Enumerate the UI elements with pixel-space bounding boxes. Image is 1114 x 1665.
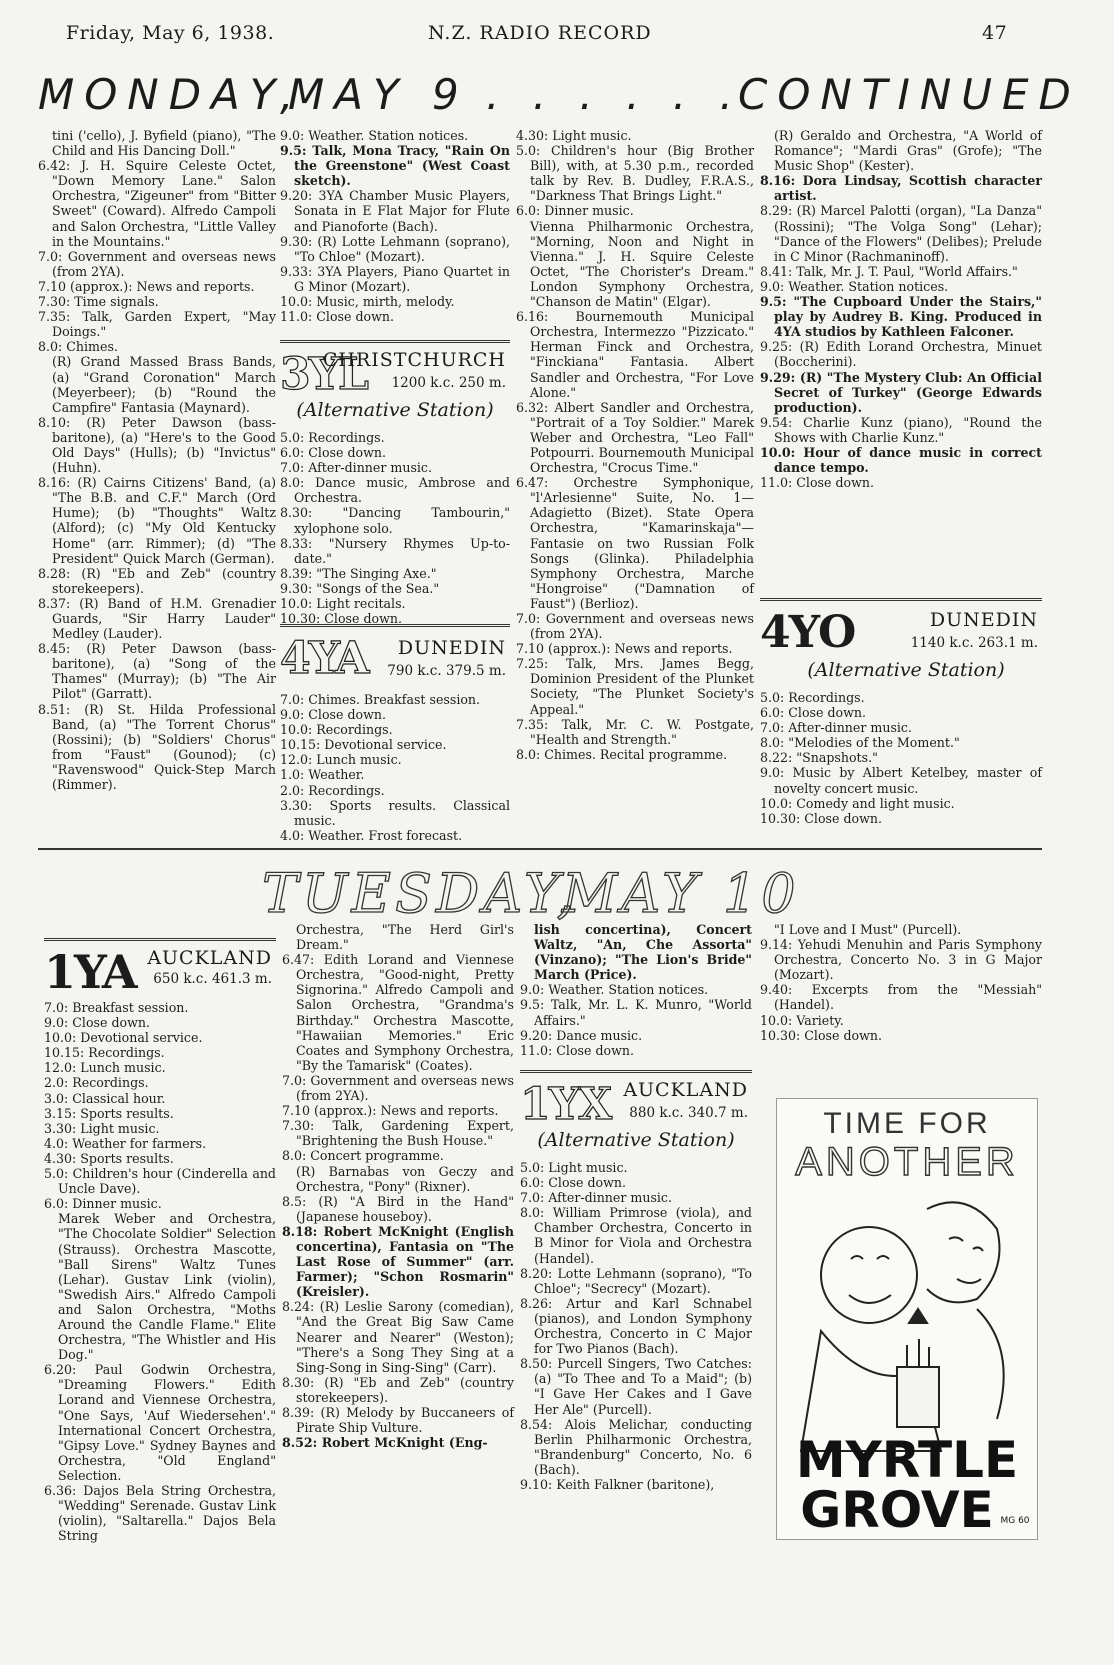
program-entry: 11.0: Close down. — [760, 475, 874, 491]
station-3yl — [280, 340, 510, 429]
program-entry: 7.0: Government and overseas news (from 2YA). — [38, 248, 276, 279]
program-entry: 6.16: Bournemouth Municipal Orchestra, Intermezzo "Pizzicato." Herman Finck and Orchestra, "Finckiana" Fantasia. Albert Sandler and Orchestra, "For Love Alone." — [516, 309, 754, 400]
program-entry: 10.0: Variety. — [760, 1012, 844, 1028]
station-4ya — [280, 624, 510, 691]
program-entry: Marek Weber and Orchestra, "The Chocolate Soldier" Selection (Strauss). Orchestra Mascotte, "Ball Sirens" Waltz Tunes (Lehar). Gustav Link (violin), "Swedish Airs." Alfredo Campoli and Salon Orchestra, "Moths Around the Candle Flame." Elite Orchestra, "The Whistler and His Dog." — [58, 1211, 276, 1363]
program-entry: Vienna Philharmonic Orchestra, "Morning, Noon and Night in Vienna." J. H. Squire Celeste Octet, "The Chorister's Dream." London Symphony Orchestra, "Chanson de Matin" (Elgar). — [530, 218, 754, 310]
program-entry: 3.30: Sports results. Classical music. — [280, 797, 510, 828]
program-entry: 4.30: Light music. — [516, 128, 632, 143]
page-number: 47 — [982, 22, 1008, 44]
program-entry: 4.0: Weather. Frost forecast. — [280, 827, 463, 843]
station-call-sign: 1YA — [44, 945, 136, 999]
program-entry: 10.30: Close down. — [280, 611, 403, 627]
banner-date: MAY 9 — [288, 70, 469, 119]
program-entry: 7.0: Chimes. Breakfast session. — [280, 692, 481, 707]
program-entry: 6.32: Albert Sandler and Orchestra, "Portrait of a Toy Soldier." Marek Weber and Orchestra, "Leo Fall" Potpourri. Bournemouth Municipal Orchestra, "Crocus Time." — [516, 399, 754, 476]
program-entry: 9.20: 3YA Chamber Music Players, Sonata in E Flat Major for Flute and Pianoforte (Bach). — [280, 188, 510, 234]
program-entry: 5.0: Light music. — [520, 1160, 628, 1175]
program-entry: 8.0: Chimes. — [38, 339, 118, 355]
program-entry: 1.0: Weather. — [280, 767, 365, 783]
program-entry: 10.30: Close down. — [760, 810, 883, 826]
station-alternative-label: (Alternative Station) — [807, 659, 1005, 681]
program-entry: 7.10 (approx.): News and reports. — [282, 1103, 499, 1119]
tuesday-column-1 — [44, 1000, 276, 1630]
program-entry: 2.0: Recordings. — [280, 782, 385, 798]
program-entry: 9.14: Yehudi Menuhin and Paris Symphony Orchestra, Concerto No. 3 in G Major (Mozart). — [760, 937, 1042, 983]
program-entry: 8.16: (R) Cairns Citizens' Band, (a) "The B.B. and C.F." March (Ord Hume); (b) "Thoughts" Waltz (Alford); (c) "My Old Kentucky Home" (arr. Rimmer); (d) "The President" Quick March (German). — [38, 475, 276, 566]
program-entry: 7.35: Talk, Garden Expert, "May Doings." — [38, 309, 276, 340]
program-entry: 8.29: (R) Marcel Palotti (organ), "La Danza" (Rossini); "The Volga Song" (Lehar); "Dance of the Flowers" (Delibes); Prelude in C Minor (Rachmaninoff). — [760, 203, 1042, 264]
program-entry: (R) Grand Massed Brass Bands, (a) "Grand Coronation" March (Meyerbeer); (b) "Round the Campfire" Fantasia (Maynard). — [52, 354, 276, 415]
station-city: CHRISTCHURCH — [322, 349, 506, 371]
program-entry: 10.0: Recordings. — [280, 722, 393, 738]
program-entry: 5.0: Recordings. — [760, 690, 865, 705]
monday-column-2-mid — [280, 430, 510, 627]
program-entry: 8.0: Dance music, Ambrose and Orchestra. — [280, 475, 510, 506]
tuesday-date: MAY 10 — [562, 862, 800, 925]
program-entry: 8.30: "Dancing Tambourin," xylophone solo. — [280, 505, 510, 536]
advert-artwork — [777, 1099, 1037, 1539]
monday-column-4-bottom — [760, 690, 1042, 838]
program-entry: 8.0: Concert programme. — [282, 1148, 444, 1164]
program-entry: 10.15: Devotional service. — [280, 737, 447, 753]
program-entry: 8.16: Dora Lindsay, Scottish character artist. — [760, 173, 1042, 204]
advert-tagline-1: TIME FOR — [823, 1107, 991, 1140]
program-entry: 9.5: "The Cupboard Under the Stairs," play by Audrey B. King. Produced in 4YA studios by Kathleen Falconer. — [760, 294, 1042, 340]
program-entry: 4.30: Sports results. — [44, 1150, 174, 1166]
banner-day: MONDAY, — [38, 70, 304, 119]
station-1yx — [520, 1070, 752, 1159]
program-entry: 8.41: Talk, Mr. J. T. Paul, "World Affairs." — [760, 263, 1018, 279]
tuesday-column-3-bottom — [520, 1160, 752, 1630]
program-entry: 8.5: (R) "A Bird in the Hand" (Japanese houseboy). — [282, 1193, 514, 1224]
program-entry: 9.29: (R) "The Mystery Club: An Official Secret of Turkey" (George Edwards production). — [760, 369, 1042, 415]
station-frequency: 650 k.c. 461.3 m. — [153, 971, 272, 987]
program-entry: 9.25: (R) Edith Lorand Orchestra, Minuet (Boccherini). — [760, 339, 1042, 370]
program-entry: 6.0: Close down. — [760, 705, 866, 721]
tuesday-column-4 — [760, 922, 1042, 1090]
program-entry: 8.37: (R) Band of H.M. Grenadier Guards, "Sir Harry Lauder" Medley (Lauder). — [38, 595, 276, 642]
program-entry: 12.0: Lunch music. — [44, 1060, 166, 1076]
program-entry: 7.0: After-dinner music. — [520, 1190, 672, 1206]
program-entry: 6.0: Close down. — [520, 1175, 626, 1191]
program-entry: 8.0: William Primrose (viola), and Chamber Orchestra, Concerto in B Minor for Viola and Orchestra (Handel). — [520, 1205, 752, 1266]
program-entry: 10.30: Close down. — [760, 1027, 883, 1043]
station-city: AUCKLAND — [147, 947, 272, 969]
program-entry: 8.39: "The Singing Axe." — [280, 565, 437, 581]
program-entry: 7.35: Talk, Mr. C. W. Postgate, "Health and Strength." — [516, 716, 754, 747]
advert-brand-line-1: MYRTLE — [795, 1431, 1019, 1489]
station-1ya — [44, 938, 276, 997]
myrtle-grove-advert — [776, 1098, 1038, 1540]
program-entry: 9.0: Weather. Station notices. — [280, 128, 469, 143]
program-entry: 7.30: Talk, Gardening Expert, "Brightening the Bush House." — [282, 1118, 514, 1149]
program-entry: 8.10: (R) Peter Dawson (bass-baritone), (a) "Here's to the Good Old Days" (Hulls); (b) "Invictus" (Huhn). — [38, 414, 276, 476]
station-alternative-label: (Alternative Station) — [296, 399, 494, 421]
banner-continued: CONTINUED — [738, 70, 1081, 119]
program-entry: 9.5: Talk, Mona Tracy, "Rain On the Greenstone" (West Coast sketch). — [280, 143, 510, 189]
program-entry: 7.0: Breakfast session. — [44, 1000, 189, 1015]
station-call-sign: 1YX — [520, 1079, 611, 1130]
monday-column-2-bottom — [280, 692, 510, 843]
program-entry: 6.0: Dinner music. — [44, 1196, 162, 1212]
monday-column-3 — [516, 128, 754, 838]
station-city: DUNEDIN — [397, 637, 506, 659]
station-call-sign: 4YO — [760, 607, 855, 658]
program-entry: 10.0: Devotional service. — [44, 1030, 203, 1046]
program-entry: 5.0: Recordings. — [280, 430, 385, 445]
advert-stamp: MG 60 — [1000, 1516, 1030, 1526]
program-entry: (R) Geraldo and Orchestra, "A World of Romance"; "Mardi Gras" (Grofe); "The Music Shop" (Kester). — [774, 128, 1042, 174]
program-entry: 8.51: (R) St. Hilda Professional Band, (a) "The Torrent Chorus" (Rossini); (b) "Soldiers' Chorus" from "Faust" (Gounod); (c) "Ravenswood" Quick-Step March (Rimmer). — [38, 701, 276, 793]
program-entry: 8.39: (R) Melody by Buccaneers of Pirate Ship Vulture. — [282, 1405, 514, 1436]
program-entry: 9.0: Weather. Station notices. — [520, 982, 709, 998]
station-frequency: 790 k.c. 379.5 m. — [387, 663, 506, 679]
program-entry: 9.20: Dance music. — [520, 1027, 643, 1043]
cigarette-packet-icon — [897, 1309, 939, 1427]
tuesday-day: TUESDAY, — [262, 862, 578, 925]
program-entry: 9.10: Keith Falkner (baritone), — [520, 1476, 715, 1492]
program-entry: 6.47: Orchestre Symphonique, "l'Arlesienne" Suite, No. 1—Adagietto (Bizet). State Opera Orchestra, "Kamarinskaja"—Fantasie on two Russian Folk Songs (Glinka). Philadelphia Symphony Orchestra, Marche "Hongroise" ("Damnation of Faust") (Berlioz). — [516, 475, 754, 611]
advert-tagline-2: ANOTHER — [795, 1140, 1019, 1184]
tuesday-banner — [262, 862, 882, 926]
program-entry: 9.0: Close down. — [44, 1015, 150, 1031]
program-entry: 11.0: Close down. — [520, 1042, 634, 1058]
program-entry: 11.0: Close down. — [280, 309, 394, 325]
program-entry: 5.0: Children's hour (Big Brother Bill), with, at 5.30 p.m., recorded talk by Rev. B. Dudley, F.R.A.S., "Darkness That Brings Light." — [516, 143, 754, 204]
program-entry: 9.40: Excerpts from the "Messiah" (Handel). — [760, 982, 1042, 1013]
program-entry: 9.30: (R) Lotte Lehmann (soprano), "To Chloe" (Mozart). — [280, 233, 510, 264]
program-entry: 5.0: Children's hour (Cinderella and Uncle Dave). — [44, 1166, 276, 1197]
issue-date: Friday, May 6, 1938. — [66, 22, 275, 44]
program-entry: tini ('cello), J. Byfield (piano), "The Child and His Dancing Doll." — [52, 128, 276, 159]
program-entry: 10.0: Music, mirth, melody. — [280, 294, 455, 310]
program-entry: 8.0: Chimes. Recital programme. — [516, 746, 728, 762]
section-divider — [38, 848, 1042, 850]
program-entry: 12.0: Lunch music. — [280, 752, 402, 768]
program-entry: 9.0: Close down. — [280, 707, 386, 723]
program-entry: 3.30: Light music. — [44, 1120, 160, 1136]
program-entry: 8.20: Lotte Lehmann (soprano), "To Chloe"; "Secrecy" (Mozart). — [520, 1265, 752, 1296]
tuesday-column-3-top — [520, 922, 752, 1064]
program-entry: 8.50: Purcell Singers, Two Catches: (a) "To Thee and To a Maid"; (b) "I Gave Her Cakes and I Gave Her Ale" (Purcell). — [520, 1356, 752, 1417]
program-entry: 8.26: Artur and Karl Schnabel (pianos), and London Symphony Orchestra, Concerto in C Major for Two Pianos (Bach). — [520, 1295, 752, 1357]
program-entry: 6.20: Paul Godwin Orchestra, "Dreaming Flowers." Edith Lorand and Viennese Orchestra, "One Says, 'Auf Wiedersehen'." International Concert Orchestra, "Gipsy Love." Sydney Baynes and Orchestra, "Old England" Selection. — [44, 1362, 276, 1483]
program-entry: 6.47: Edith Lorand and Viennese Orchestra, "Good-night, Pretty Signorina." Alfredo Campoli and Salon Orchestra, "Grandma's Birthday." Orchestra Mascotte, "Hawaiian Memories." Eric Coates and Symphony Orchestra, "By the Tamarisk" (Coates). — [282, 952, 514, 1073]
program-entry: 3.15: Sports results. — [44, 1105, 174, 1121]
program-entry: 7.10 (approx.): News and reports. — [38, 278, 255, 294]
program-entry: 10.0: Light recitals. — [280, 596, 406, 612]
program-entry: 6.36: Dajos Bela String Orchestra, "Wedding" Serenade. Gustav Link (violin), "Saltarella." Dajos Bela String — [44, 1483, 276, 1544]
program-entry: 4.0: Weather for farmers. — [44, 1135, 207, 1151]
program-entry: 3.0: Classical hour. — [44, 1090, 166, 1106]
banner-dots: . . . . . . — [486, 70, 743, 119]
program-entry: 7.10 (approx.): News and reports. — [516, 641, 733, 657]
program-entry: 9.54: Charlie Kunz (piano), "Round the Shows with Charlie Kunz." — [760, 414, 1042, 445]
program-entry: 7.0: After-dinner music. — [280, 460, 432, 476]
program-entry: "I Love and I Must" (Purcell). — [774, 922, 962, 937]
program-entry: 8.0: "Melodies of the Moment." — [760, 735, 960, 751]
program-entry: 9.5: Talk, Mr. L. K. Munro, "World Affairs." — [520, 997, 752, 1028]
station-frequency: 880 k.c. 340.7 m. — [629, 1105, 748, 1121]
monday-banner — [38, 70, 1081, 130]
monday-column-2-top — [280, 128, 510, 338]
program-entry: 6.42: J. H. Squire Celeste Octet, "Down Memory Lane." Salon Orchestra, "Zigeuner" from "Bitter Sweet" (Coward). Alfredo Campoli and Salon Orchestra, "Little Valley in the Mountains." — [38, 158, 276, 249]
program-entry: 9.33: 3YA Players, Piano Quartet in G Minor (Mozart). — [280, 263, 510, 294]
monday-column-1 — [38, 128, 276, 838]
tuesday-column-2 — [282, 922, 514, 1630]
station-4yo — [760, 598, 1042, 689]
program-entry: 8.28: (R) "Eb and Zeb" (country storekeepers). — [38, 565, 276, 596]
station-call-sign: 4YA — [280, 633, 368, 684]
program-entry: 8.52: Robert McKnight (Eng- — [282, 1435, 488, 1451]
program-entry: 8.18: Robert McKnight (English concertina), Fantasia on "The Last Rose of Summer" (arr. Farmer); "Schon Rosmarin" (Kreisler). — [282, 1223, 514, 1300]
program-entry: 6.0: Close down. — [280, 445, 386, 461]
station-city: DUNEDIN — [929, 609, 1038, 631]
program-entry: 7.0: Government and overseas news (from 2YA). — [516, 611, 754, 642]
program-entry: 7.30: Time signals. — [38, 294, 159, 310]
station-alternative-label: (Alternative Station) — [537, 1129, 735, 1151]
program-entry: (R) Barnabas von Geczy and Orchestra, "Pony" (Rixner). — [296, 1163, 514, 1194]
monday-column-4-top — [760, 128, 1042, 590]
program-entry: 10.0: Hour of dance music in correct dance tempo. — [760, 444, 1042, 476]
advert-brand-line-2: GROVE — [800, 1481, 994, 1539]
program-entry: Orchestra, "The Herd Girl's Dream." — [296, 922, 514, 953]
program-entry: 9.0: Weather. Station notices. — [760, 278, 949, 294]
program-entry: 9.30: "Songs of the Sea." — [280, 580, 440, 596]
program-entry: 10.15: Recordings. — [44, 1045, 165, 1061]
program-entry: 7.0: Government and overseas news (from 2YA). — [282, 1072, 514, 1104]
program-entry: 8.54: Alois Melichar, conducting Berlin Philharmonic Orchestra, "Brandenburg" Concerto, No. 6 (Bach). — [520, 1416, 752, 1477]
station-frequency: 1200 k.c. 250 m. — [391, 375, 506, 391]
program-entry: lish concertina), Concert Waltz, "An, Che Assorta" (Vinzano); "The Lion's Bride" March (Price). — [534, 922, 752, 983]
program-entry: 8.33: "Nursery Rhymes Up-to-date." — [280, 535, 510, 566]
program-entry: 7.25: Talk, Mrs. James Begg, Dominion President of the Plunket Society, "The Plunket Society's Appeal." — [516, 656, 754, 717]
station-city: AUCKLAND — [623, 1079, 748, 1101]
publication-title: N.Z. RADIO RECORD — [428, 22, 652, 44]
program-entry: 8.45: (R) Peter Dawson (bass-baritone), (a) "Song of the Thames" (Murray); (b) "The Air Pilot" (Garratt). — [38, 641, 276, 702]
program-entry: 7.0: After-dinner music. — [760, 720, 912, 736]
program-entry: 8.24: (R) Leslie Sarony (comedian), "And the Great Big Saw Came Nearer and Nearer" (Weston); "There's a Song They Sing at a Sing-Song in Sing-Sing" (Carr). — [282, 1299, 514, 1375]
station-frequency: 1140 k.c. 263.1 m. — [910, 635, 1038, 651]
program-entry: 6.0: Dinner music. — [516, 203, 634, 219]
station-call-sign: 3YL — [280, 349, 367, 400]
program-entry: 10.0: Comedy and light music. — [760, 795, 955, 811]
program-entry: 2.0: Recordings. — [44, 1075, 149, 1091]
program-entry: 8.22: "Snapshots." — [760, 750, 878, 766]
program-entry: 9.0: Music by Albert Ketelbey, master of novelty concert music. — [760, 765, 1042, 796]
program-entry: 8.30: (R) "Eb and Zeb" (country storekeepers). — [282, 1374, 514, 1405]
